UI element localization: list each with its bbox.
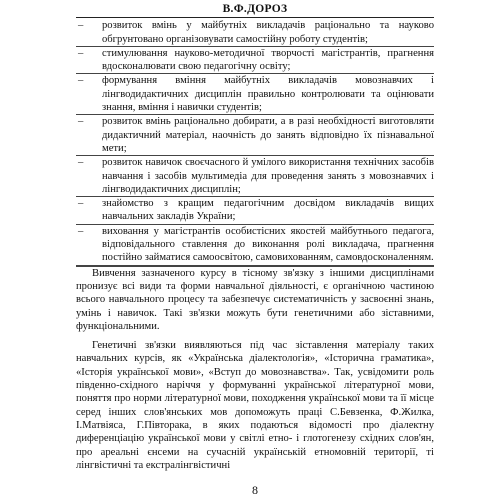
paragraph: Генетичні зв'язки виявляються під час зіставлення матеріалу таких навчальних курсів, як «Українська діалектологія», «Історична граматика», «Історія української мови», «Вступ до мовознавства». Так, усвідомити роль південно-східного наріччя у формуванні української літературної мови, поняття про норми літературної мови, походження української мови та її місце серед інших слов'янських мов допоможуть праці С.Бевзенка, Ф.Жилка, І.Матвіяса, Г.Півторака, в яких подаються відомості про діалектну диференціацію української мови у світлі етно- і глотогенезу східних слов'ян, про ареальні єнсеми на сучасній українській етномовній території, ті лінгвістичні та екстралінгвістичні bbox=[76, 340, 434, 471]
dash-marker: – bbox=[78, 47, 84, 59]
dash-marker: – bbox=[78, 198, 84, 210]
list-item-text: знайомство з кращим педагогічним досвідом викладачів вищих навчальних закладів України; bbox=[102, 198, 434, 223]
page-number: 8 bbox=[252, 482, 258, 497]
dash-marker: – bbox=[78, 157, 84, 169]
list-item-text: виховання у магістрантів особистісних якостей майбутнього педагога, відповідального ставлення до виконання ролі викладача, прагнення постійно займатися самоосвітою, самовихованням, самовдосконаленням. bbox=[102, 225, 434, 264]
list-item bbox=[76, 19, 434, 47]
list-item bbox=[76, 74, 434, 115]
list-item bbox=[76, 197, 434, 225]
list-item bbox=[76, 225, 434, 266]
dash-marker: – bbox=[78, 20, 84, 32]
running-header: В.Ф.ДОРОЗ bbox=[76, 3, 434, 18]
bullet-list bbox=[76, 19, 434, 265]
list-item-text: розвиток вмінь у майбутніх викладачів раціонально та науково обгрунтовано організовувати самостійну роботу студентів; bbox=[102, 20, 434, 45]
dash-marker: – bbox=[78, 75, 84, 87]
paragraph: Вивчення зазначеного курсу в тісному зв'язку з іншими дисциплінами пронизує всі види та форми навчальної діяльності, є органічною частиною всього навчального процесу та забезпечує систематичність у засвоєнні знань, умінь і навичок. Такі зв'язки можуть бути генетичними або зіставними, функціональними. bbox=[76, 267, 434, 332]
dash-marker: – bbox=[78, 116, 84, 128]
list-item-text: розвиток вмінь раціонально добирати, а в разі необхідності виготовляти дидактичний матеріал, наочність до занять відповідно їх пізнавальної мети; bbox=[102, 116, 434, 154]
list-item-text: розвиток навичок своєчасного й умілого використання технічних засобів навчання і засобів мультимедіа для проведення занять з мовознавчих і лінгводидактичних дисциплін; bbox=[102, 157, 434, 195]
list-item bbox=[76, 115, 434, 156]
body-text bbox=[76, 266, 434, 472]
list-item bbox=[76, 156, 434, 197]
dash-marker: – bbox=[78, 225, 84, 237]
list-item bbox=[76, 47, 434, 75]
list-item-text: формування вміння майбутніх викладачів мовознавчих і лінгводидактичних дисциплін правильно контролювати та оцінювати знання, вміння і навички студентів; bbox=[102, 75, 434, 114]
list-item-text: стимулювання науково-методичної творчості магістрантів, прагнення вдосконалювати свою педагогічну освіту; bbox=[102, 47, 434, 73]
document-page bbox=[76, 3, 434, 497]
